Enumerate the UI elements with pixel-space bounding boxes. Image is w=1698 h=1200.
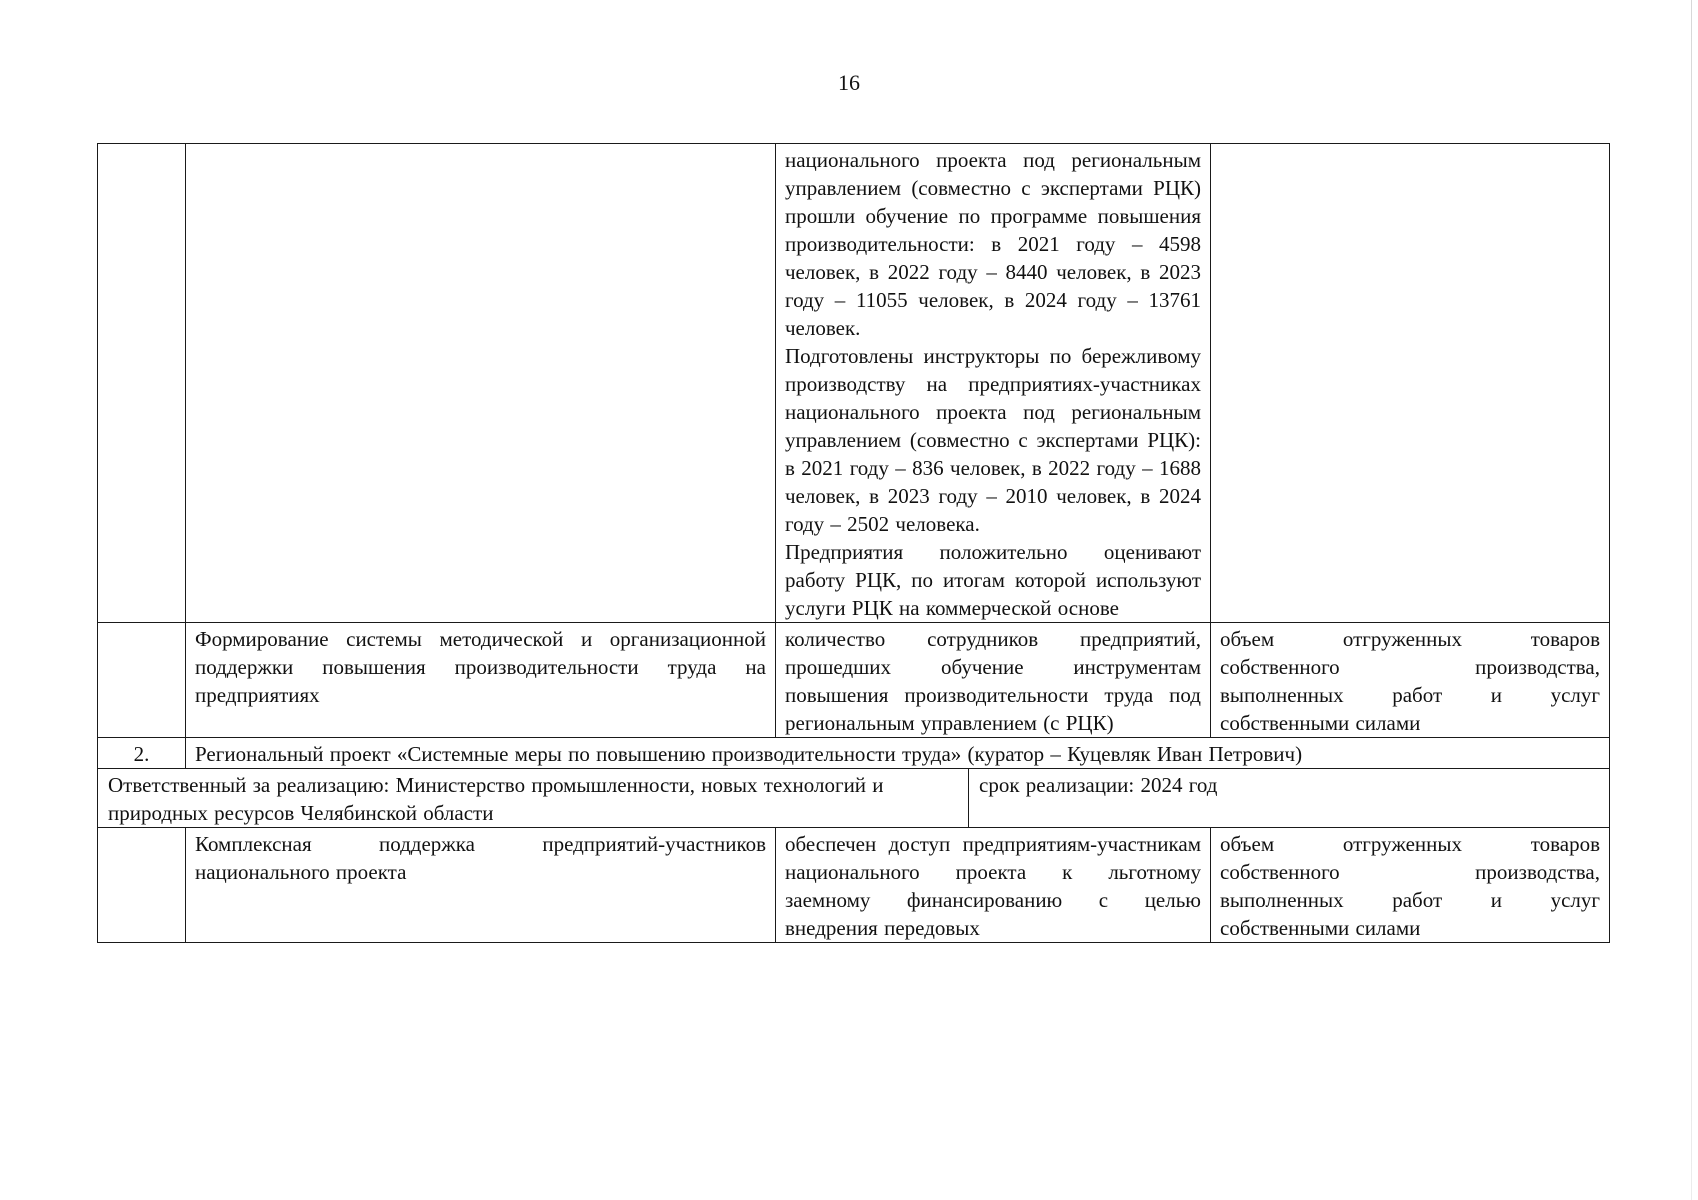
activity-cell — [186, 144, 776, 623]
indicator-cell: количество сотрудников предприятий, прошедших обучение инструментам повышения производительности труда под региональным управлением (с РЦК) — [776, 623, 1211, 738]
table-row-responsible — [98, 769, 1610, 828]
project-title-cell: Региональный проект «Системные меры по повышению производительности труда» (куратор – Куцевляк Иван Петрович) — [186, 738, 1610, 769]
scan-edge-line — [1691, 0, 1692, 1200]
responsible-row-cell — [98, 769, 1610, 828]
activity-cell: Формирование системы методической и организационной поддержки повышения производительности труда на предприятиях — [186, 623, 776, 738]
indicator-cell — [776, 144, 1211, 623]
activity-cell: Комплексная поддержка предприятий-участников национального проекта — [186, 828, 776, 943]
table-row-continuation — [98, 144, 1610, 623]
table-row-complex-support — [98, 828, 1610, 943]
term-text: срок реализации: 2024 год — [979, 773, 1218, 797]
indicator-paragraph: Подготовлены инструкторы по бережливому производству на предприятиях-участниках национального проекта под региональным управлением (совместно с экспертами РЦК): в 2021 году – 836 человек, в 2022 году – 1688 человек, в 2023 году – 2010 человек, в 2024 году – 2502 человека. — [785, 344, 1201, 536]
table-row-regional-project — [98, 738, 1610, 769]
indicator-paragraph: Предприятия положительно оценивают работу РЦК, по итогам которой используют услуги РЦК на коммерческой основе — [785, 540, 1201, 620]
table-row-methodical-support — [98, 623, 1610, 738]
goal-cell: объем отгруженных товаров собственного производства, выполненных работ и услуг собственными силами — [1211, 828, 1610, 943]
goal-cell: объем отгруженных товаров собственного производства, выполненных работ и услуг собственными силами — [1211, 623, 1610, 738]
program-table — [97, 143, 1610, 943]
row-number-cell: 2. — [98, 738, 186, 769]
responsible-text: Ответственный за реализацию: Министерство промышленности, новых технологий и природных ресурсов Челябинской области — [98, 769, 969, 827]
row-number-cell — [98, 144, 186, 623]
goal-cell — [1211, 144, 1610, 623]
indicator-paragraph: национального проекта под региональным управлением (совместно с экспертами РЦК) прошли обучение по программе повышения производительности: в 2021 году – 4598 человек, в 2022 году – 8440 человек, в 2023 году – 11055 человек, в 2024 году – 13761 человек. — [785, 148, 1201, 340]
indicator-cell: обеспечен доступ предприятиям-участникам национального проекта к льготному заемному финансированию с целью внедрения передовых — [776, 828, 1211, 943]
page-number: 16 — [838, 70, 860, 95]
row-number-cell — [98, 828, 186, 943]
row-number-cell — [98, 623, 186, 738]
